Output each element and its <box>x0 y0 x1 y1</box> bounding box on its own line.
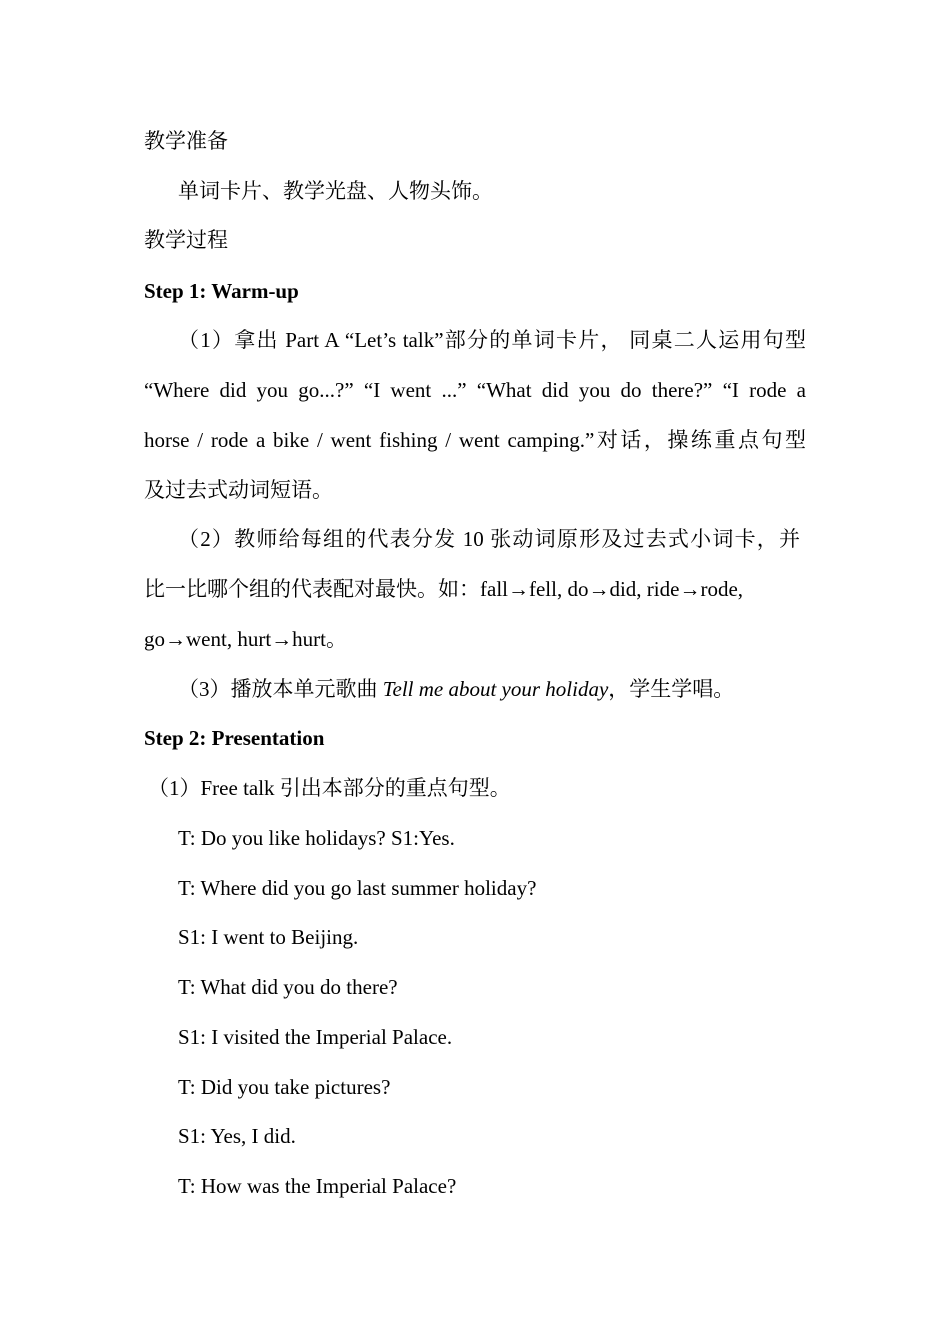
dialogue-line: T: Do you like holidays? S1:Yes. <box>178 826 455 850</box>
step1-p3-suffix: ，学生学唱。 <box>608 677 735 701</box>
dialogue-line: T: How was the Imperial Palace? <box>178 1174 457 1198</box>
prep-heading: 教学准备 <box>144 129 228 153</box>
dialogue-line: S1: Yes, I did. <box>178 1124 296 1148</box>
step1-p2-line1: （2）教师给每组的代表分发 10 张动词原形及过去式小词卡，并 <box>178 527 800 551</box>
song-title: Tell me about your holiday <box>382 677 609 701</box>
prep-body: 单词卡片、教学光盘、人物头饰。 <box>178 179 493 203</box>
step1-p3 <box>178 675 840 703</box>
dialogue-line: S1: I visited the Imperial Palace. <box>178 1025 453 1049</box>
dialogue-line: S1: I went to Beijing. <box>178 925 359 949</box>
dialogue-line: T: Did you take pictures? <box>178 1075 391 1099</box>
step1-p1-line4: 及过去式动词短语。 <box>144 478 333 502</box>
step1-p2-line3: go→went, hurt→hurt。 <box>144 627 347 651</box>
step1-heading: Step 1: Warm-up <box>144 279 299 303</box>
step1-p3-prefix: （3）播放本单元歌曲 <box>178 677 383 701</box>
dialogue-line: T: What did you do there? <box>178 975 398 999</box>
step1-p2-line2: 比一比哪个组的代表配对最快。如：fall→fell, do→did, ride→rode, <box>144 577 744 601</box>
step1-p1-line2: “Where did you go...?” “I went ...” “What did you do there?” “I rode a <box>144 378 806 402</box>
step1-p1-line3: horse / rode a bike / went fishing / went camping.”对话，操练重点句型 <box>144 428 806 452</box>
step2-heading: Step 2: Presentation <box>144 726 325 750</box>
dialogue-line: T: Where did you go last summer holiday? <box>178 876 537 900</box>
process-heading: 教学过程 <box>144 228 228 252</box>
step2-p1: （1）Free talk 引出本部分的重点句型。 <box>148 776 511 800</box>
step1-p1-line1: （1）拿出 Part A “Let’s talk”部分的单词卡片， 同桌二人运用句型 <box>178 328 806 352</box>
